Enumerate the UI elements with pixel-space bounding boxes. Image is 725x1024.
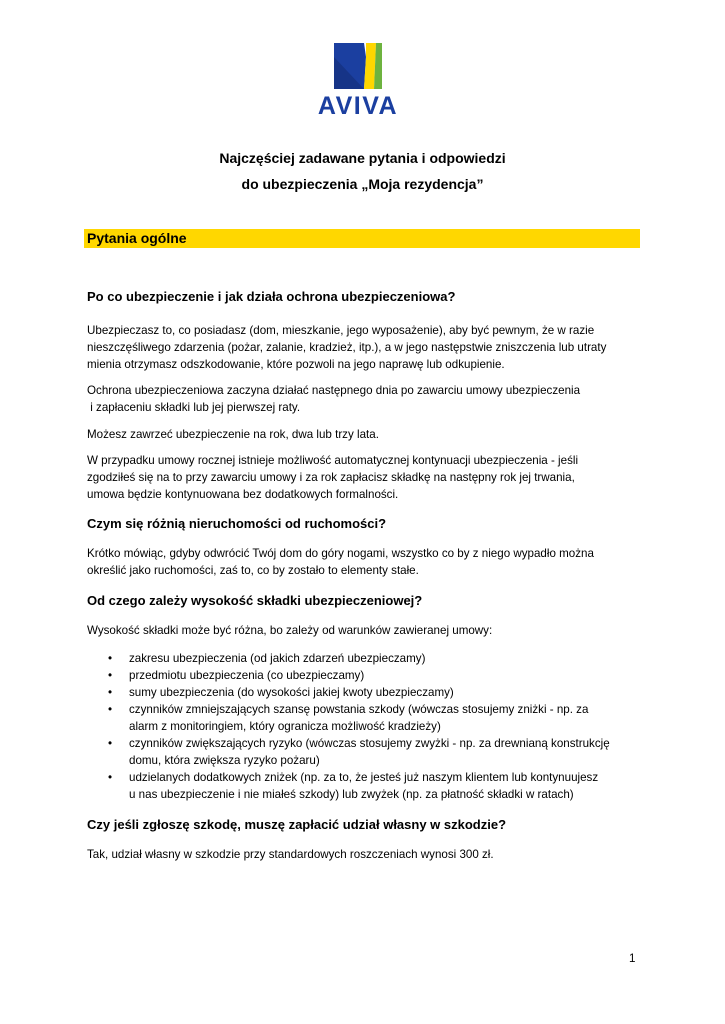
logo-wordmark: AVIVA [317, 92, 399, 120]
bullet-glyph: • [107, 737, 113, 750]
answer-paragraph [87, 846, 647, 863]
text-line: czynników zwiększających ryzyko (wówczas stosujemy zwyżki - np. za drewnianą konstrukcję [129, 737, 610, 750]
answer-paragraph [87, 426, 647, 443]
text-line: przedmiotu ubezpieczenia (co ubezpieczamy) [129, 669, 365, 682]
text-line: określić jako ruchomości, zaś to, co by zostało to elementy stałe. [87, 564, 419, 577]
bullet-glyph: • [107, 669, 113, 682]
qa-content [87, 289, 647, 863]
text-line: mienia otrzymasz odszkodowanie, które pozwoli na jego naprawę lub odkupienie. [87, 358, 505, 371]
text-line: Krótko mówiąc, gdyby odwrócić Twój dom do góry nogami, wszystko co by z niego wypadło można [87, 547, 594, 560]
aviva-logo [306, 43, 410, 119]
answer-paragraph [87, 322, 647, 373]
answer-paragraph: Wysokość składki może być różna, bo zależy od warunków zawieranej umowy: [87, 624, 493, 637]
question-heading: Czy jeśli zgłoszę szkodę, muszę zapłacić udział własny w szkodzie? [87, 817, 507, 832]
list-item [87, 650, 647, 667]
list-item [87, 735, 647, 769]
text-line: alarm z monitoringiem, który ogranicza możliwość kradzieży) [129, 720, 441, 733]
text-line: czynników zmniejszających szansę powstania szkody (wówczas stosujemy zniżki - np. za [129, 703, 589, 716]
text-line: Ochrona ubezpieczeniowa zaczyna działać następnego dnia po zawarciu umowy ubezpieczenia [87, 384, 581, 397]
question-heading: Od czego zależy wysokość składki ubezpieczeniowej? [87, 593, 423, 608]
answer-paragraph [87, 382, 647, 416]
document-title-line-1: Najczęściej zadawane pytania i odpowiedzi [219, 150, 506, 166]
bullet-glyph: • [107, 652, 113, 665]
text-line: umowa będzie kontynuowana bez dodatkowych formalności. [87, 488, 399, 501]
text-line: Możesz zawrzeć ubezpieczenie na rok, dwa lub trzy lata. [87, 428, 379, 441]
text-line: Tak, udział własny w szkodzie przy standardowych roszczeniach wynosi 300 zł. [87, 848, 494, 861]
question-heading: Czym się różnią nieruchomości od ruchomości? [87, 516, 387, 531]
bullet-glyph: • [107, 686, 113, 699]
document-title-line-2: do ubezpieczenia „Moja rezydencja” [241, 176, 484, 192]
bullet-glyph: • [107, 703, 113, 716]
bullet-list [87, 650, 647, 803]
text-line: Ubezpieczasz to, co posiadasz (dom, mieszkanie, jego wyposażenie), aby być pewnym, że w razie [87, 324, 595, 337]
question-heading: Po co ubezpieczenie i jak działa ochrona ubezpieczeniowa? [87, 289, 456, 304]
list-item [87, 667, 647, 684]
list-item [87, 701, 647, 735]
text-line: zakresu ubezpieczenia (od jakich zdarzeń ubezpieczamy) [129, 652, 426, 665]
section-heading: Pytania ogólne [87, 230, 187, 246]
aviva-flag-icon [334, 43, 382, 89]
bullet-glyph: • [107, 771, 113, 784]
text-line: i zapłaceniu składki lub jej pierwszej raty. [87, 401, 301, 414]
answer-paragraph [87, 545, 647, 579]
list-item [87, 769, 647, 803]
text-line: udzielanych dodatkowych zniżek (np. za to, że jesteś już naszym klientem lub kontynuujesz [129, 771, 599, 784]
list-item [87, 684, 647, 701]
text-line: W przypadku umowy rocznej istnieje możliwość automatycznej kontynuacji ubezpieczenia - jeśli [87, 454, 579, 467]
text-line: zgodziłeś się na to przy zawarciu umowy i za rok zapłacisz składkę na następny rok jej trwania, [87, 471, 575, 484]
section-heading-bar [84, 229, 640, 248]
text-line: sumy ubezpieczenia (do wysokości jakiej kwoty ubezpieczamy) [129, 686, 454, 699]
text-line: domu, która zwiększa ryzyko pożaru) [129, 754, 320, 767]
text-line: nieszczęśliwego zdarzenia (pożar, zalanie, kradzież, itp.), a w jego następstwie zniszczenia lub utraty [87, 341, 607, 354]
page-number: 1 [629, 952, 636, 965]
text-line: u nas ubezpieczenie i nie miałeś szkody) lub zwyżek (np. za płatność składki w ratach) [129, 788, 574, 801]
answer-paragraph [87, 452, 647, 503]
